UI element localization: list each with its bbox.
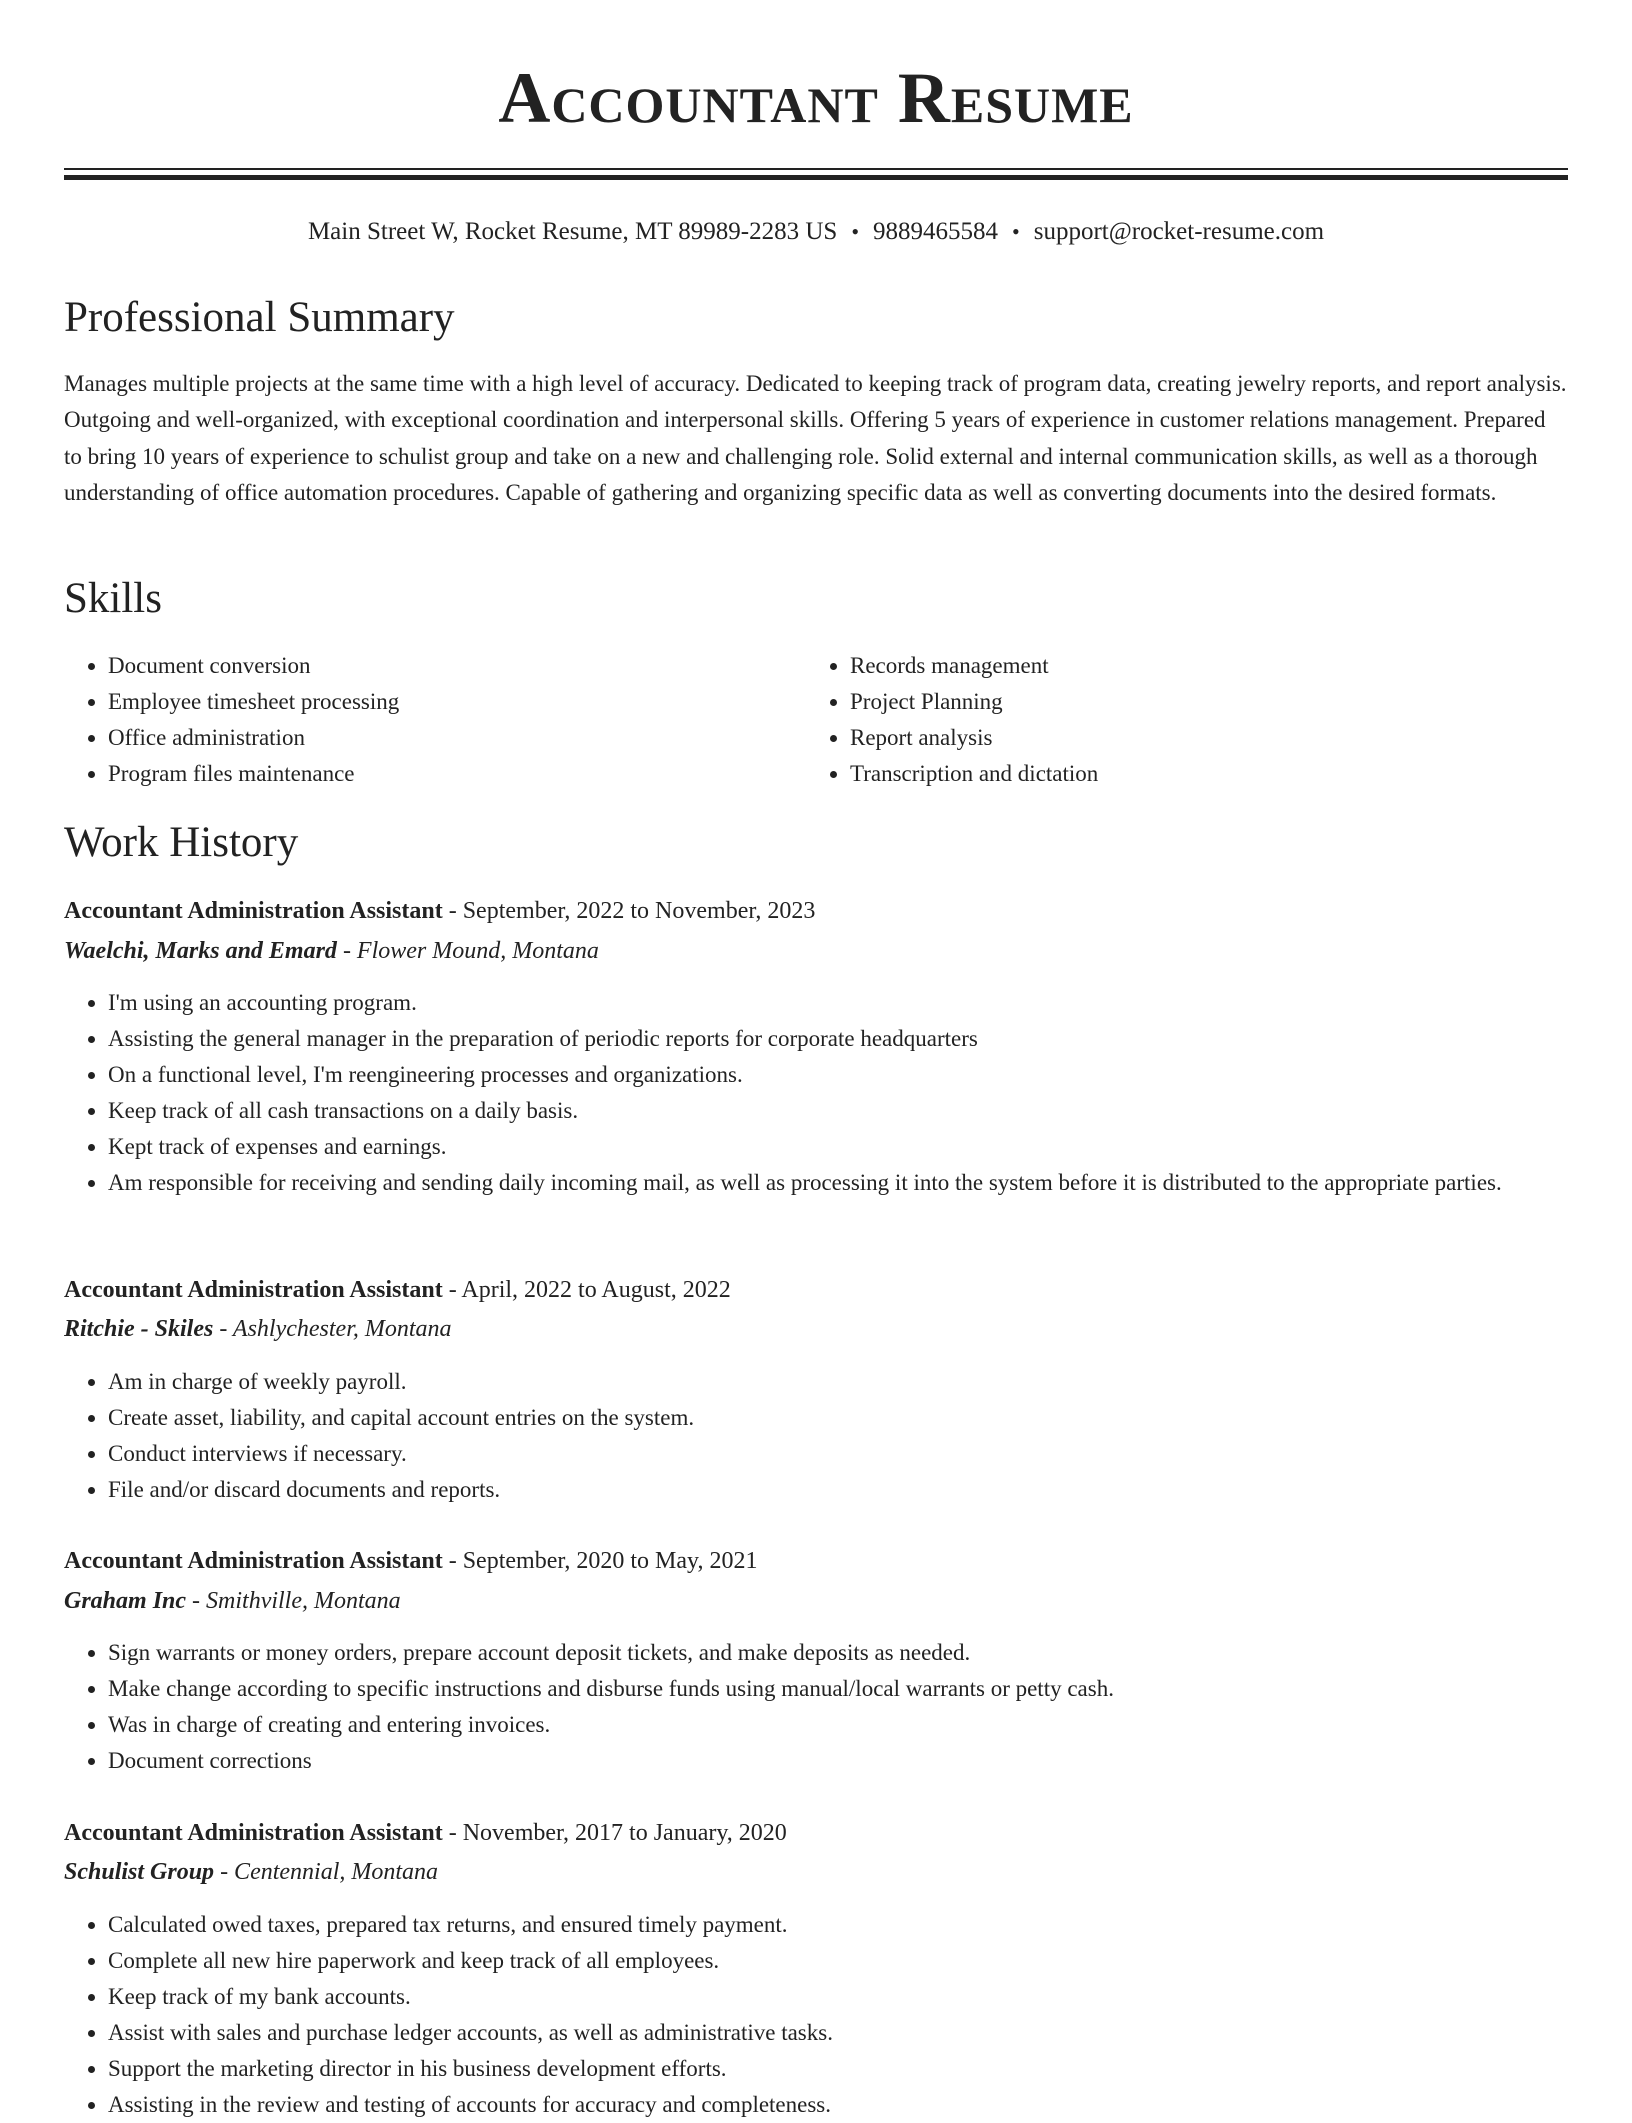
job-bullet: • Support the marketing director in his business development efforts. [108, 2051, 1568, 2087]
job-bullets [64, 1635, 1568, 1779]
job-location: - Flower Mound, Montana [336, 938, 599, 964]
job-bullet: • Create asset, liability, and capital account entries on the system. [108, 1400, 1568, 1436]
job-location: - Ashlychester, Montana [213, 1316, 452, 1342]
summary-text: Manages multiple projects at the same time with a high level of accuracy. Dedicated to keeping track of program data, creating jewelry reports, and report analysis. Outgoing and well-organized, with exceptional coordination and interpersonal skills. Offering 5 years of experience in customer relations management. Prepared to bring 10 years of experience to schulist group and take on a new and challenging role. Solid external and internal communication skills, as well as a thorough understanding of office automation procedures. Capable of gathering and organizing specific data as well as converting documents into the desired formats. [64, 371, 1567, 506]
job-title: Accountant Administration Assistant [64, 1820, 443, 1846]
skill-item: • Program files maintenance [108, 756, 764, 792]
job-bullet: • Assist with sales and purchase ledger accounts, as well as administrative tasks. [108, 2015, 1568, 2051]
job-bullet: • Assisting the general manager in the preparation of periodic reports for corporate headquarters [108, 1021, 1568, 1057]
job-bullet: • Document corrections [108, 1743, 1568, 1779]
job-company-line [64, 933, 599, 969]
contact-separator: • [851, 219, 860, 244]
skill-item: • Records management [850, 648, 1506, 684]
job-bullet: • File and/or discard documents and reports. [108, 1472, 1568, 1508]
job-bullet: • Keep track of my bank accounts. [108, 1979, 1568, 2015]
work-history-heading: Work History [64, 819, 299, 866]
skill-item: • Project Planning [850, 684, 1506, 720]
job-title: Accountant Administration Assistant [64, 898, 443, 924]
job-title: Accountant Administration Assistant [64, 1548, 443, 1574]
skills-list-left [64, 648, 764, 792]
job-dates: - September, 2022 to November, 2023 [442, 898, 816, 924]
job-company-line [64, 1311, 452, 1347]
summary-heading: Professional Summary [64, 294, 455, 341]
job-dates: - September, 2020 to May, 2021 [442, 1548, 758, 1574]
skill-item: • Report analysis [850, 720, 1506, 756]
job-bullet: • Make change according to specific instructions and disburse funds using manual/local warrants or petty cash. [108, 1671, 1568, 1707]
job-dates: - April, 2022 to August, 2022 [442, 1277, 731, 1303]
job-bullets [64, 1364, 1568, 1508]
job-bullet: • Assisting in the review and testing of accounts for accuracy and completeness. [108, 2087, 1568, 2123]
skills-list-right [806, 648, 1506, 792]
job-title: Accountant Administration Assistant [64, 1277, 443, 1303]
job-company: Graham Inc [64, 1588, 187, 1614]
job-bullet: • Keep track of all cash transactions on a daily basis. [108, 1093, 1568, 1129]
job-company: Ritchie - Skiles [64, 1316, 214, 1342]
job-bullet: • Conduct interviews if necessary. [108, 1436, 1568, 1472]
skill-item: • Employee timesheet processing [108, 684, 764, 720]
job-company: Schulist Group [64, 1859, 215, 1885]
skill-item: • Document conversion [108, 648, 764, 684]
job-dates: - November, 2017 to January, 2020 [442, 1820, 787, 1846]
job-location: - Centennial, Montana [214, 1859, 439, 1885]
job-location: - Smithville, Montana [186, 1588, 401, 1614]
job-title-line [64, 1272, 731, 1308]
job-title-line [64, 1815, 787, 1851]
resume-title: Accountant Resume [498, 58, 1134, 138]
skills-heading: Skills [64, 575, 162, 622]
job-company-line [64, 1583, 401, 1619]
contact-address: Main Street W, Rocket Resume, MT 89989-2283 US [307, 218, 838, 245]
job-bullets [64, 985, 1568, 1201]
job-bullet: • Kept track of expenses and earnings. [108, 1129, 1568, 1165]
contact-separator: • [1012, 219, 1020, 244]
skill-item: • Office administration [108, 720, 764, 756]
title-divider-thin [64, 168, 1568, 170]
job-company: Waelchi, Marks and Emard [64, 938, 337, 964]
contact-email: support@rocket-resume.com [1033, 218, 1325, 245]
contact-phone: 9889465584 [873, 218, 999, 245]
job-bullet: • Calculated owed taxes, prepared tax returns, and ensured timely payment. [108, 1907, 1568, 1943]
skill-item: • Transcription and dictation [850, 756, 1506, 792]
job-bullets [64, 1907, 1568, 2123]
job-company-line [64, 1854, 438, 1890]
job-title-line [64, 1543, 757, 1579]
title-divider-thick [64, 175, 1568, 180]
job-bullet: • I'm using an accounting program. [108, 985, 1568, 1021]
job-bullet: • Am responsible for receiving and sending daily incoming mail, as well as processing it into the system before it is distributed to the appropriate parties. [108, 1165, 1568, 1201]
contact-line [0, 214, 1632, 250]
job-bullet: • Sign warrants or money orders, prepare account deposit tickets, and make deposits as needed. [108, 1635, 1568, 1671]
job-bullet: • Am in charge of weekly payroll. [108, 1364, 1568, 1400]
job-bullet: • Complete all new hire paperwork and keep track of all employees. [108, 1943, 1568, 1979]
job-bullet: • Was in charge of creating and entering invoices. [108, 1707, 1568, 1743]
job-title-line [64, 893, 815, 929]
job-bullet: • On a functional level, I'm reengineering processes and organizations. [108, 1057, 1568, 1093]
